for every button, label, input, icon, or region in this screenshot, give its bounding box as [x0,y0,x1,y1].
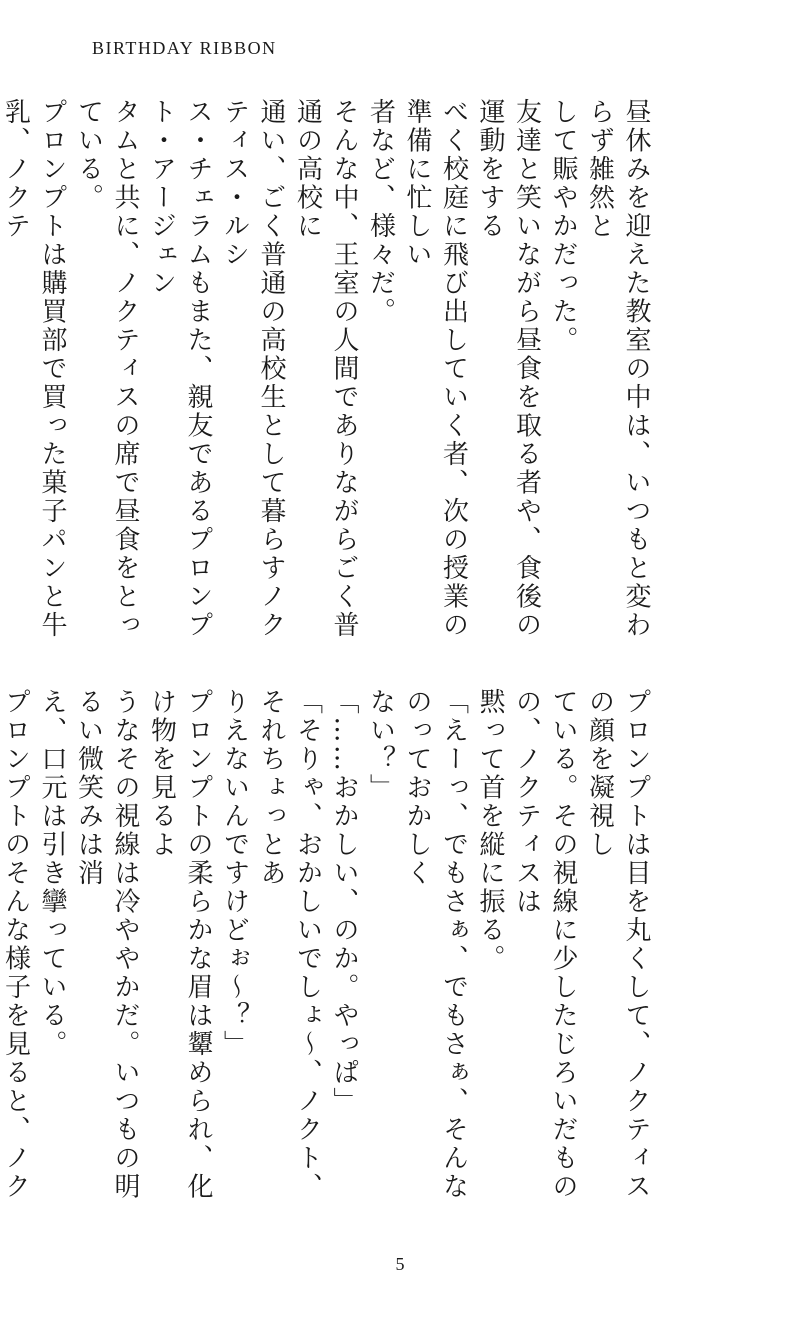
text-line: うなその視線は冷ややかだ。いつもの明るい微笑みは消 [73,688,140,1201]
running-head: BIRTHDAY RIBBON [92,38,277,58]
text-line: 昼休みを迎えた教室の中は、いつもと変わらず雑然と [584,98,651,640]
text-line: ない？」 [365,688,396,802]
text-line: プロンプトは目を丸くして、ノクティスの顔を凝視し [584,688,651,1201]
text-line: して賑やかだった。 [548,98,578,355]
text-line: ス・チェラムもまた、親友であるプロンプト・アージェン [146,98,213,640]
text-block-bottom [0,688,654,1228]
text-line: え、口元は引き攣っている。 [37,688,67,1059]
text-line: プロンプトのそんな様子を見ると、ノク [0,688,31,1201]
text-line: ている。その視線に少したじろいだものの、ノクティスは [511,688,578,1201]
page-number: 5 [395,1254,405,1274]
text-line: そんな中、王室の人間でありながらごく普通の高校に [292,98,359,640]
text-line: 友達と笑いながら昼食を取る者や、食後の運動をする [475,98,542,640]
text-block-top [0,98,654,662]
text-line: 「えーっ、でもさぁ、でもさぁ、そんなのっておかしく [402,688,469,1201]
text-line: べく校庭に飛び出していく者、次の授業の準備に忙しい [402,98,469,640]
text-line: プロンプトは購買部で買った菓子パンと牛乳、ノクテ [0,98,67,640]
text-line: 通い、ごく普通の高校生として暮らすノクティス・ルシ [219,98,286,640]
text-line: りえないんですけどぉ～？」 [219,688,250,1059]
text-line: 者など、様々だ。 [365,98,396,326]
text-line: プロンプトの柔らかな眉は顰められ、化け物を見るよ [146,688,213,1201]
text-line: 「……おかしい、のか。やっぱ」 [329,688,359,1116]
text-line: 「そりゃ、おかしいでしょ～、ノクト、それちょっとあ [256,688,323,1201]
text-line: タムと共に、ノクティスの席で昼食をとっている。 [73,98,140,640]
text-line: 黙って首を縦に振る。 [475,688,505,973]
